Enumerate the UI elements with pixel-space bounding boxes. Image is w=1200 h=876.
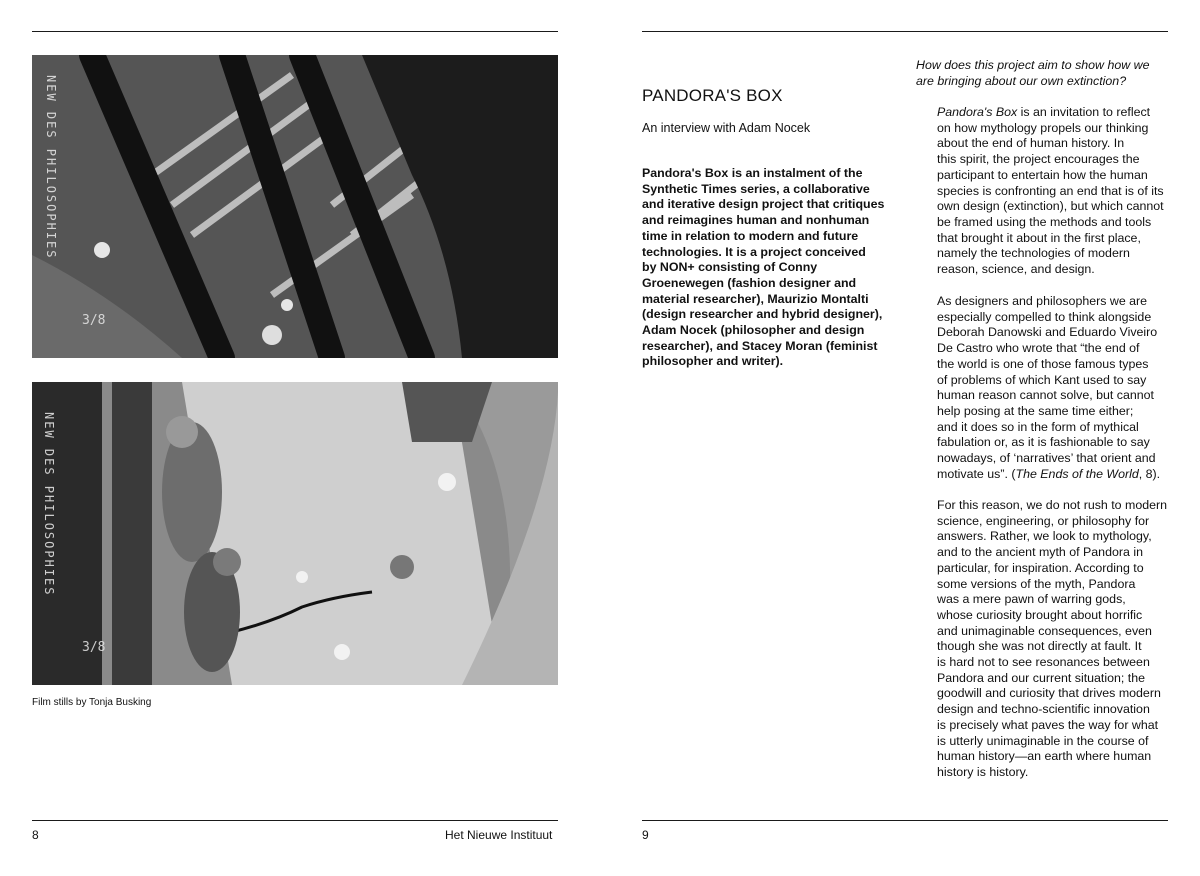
intro-line: technologies. It is a project conceived — [642, 244, 866, 259]
body-line: help posing at the same time either; — [937, 403, 1134, 418]
body-line — [937, 467, 1177, 483]
body-line: De Castro who wrote that “the end of — [937, 341, 1140, 356]
body-line: was a mere pawn of warring gods, — [937, 592, 1126, 607]
answer-paragraph-3 — [937, 498, 1177, 781]
intro-line: Groenewegen (fashion designer and — [642, 275, 857, 290]
intro-line: material researcher), Maurizio Montalti — [642, 291, 869, 306]
body-line: answers. Rather, we look to mythology, — [937, 529, 1152, 544]
overlay-vertical-text-top: NEW DES PHILOSOPHIES — [44, 75, 58, 260]
citation-lead: motivate us”. ( — [937, 466, 1016, 481]
intro-line: researcher), and Stacey Moran (feminist — [642, 338, 878, 353]
intro-line: by NON+ consisting of Conny — [642, 260, 818, 275]
body-line: Pandora and our current situation; the — [937, 670, 1146, 685]
body-line: history is history. — [937, 764, 1029, 779]
body-line: is precisely what paves the way for what — [937, 717, 1159, 732]
body-line: is utterly unimaginable in the course of — [937, 733, 1149, 748]
body-line: design and techno-scientific innovation — [937, 702, 1150, 717]
body-line: some versions of the myth, Pandora — [937, 576, 1136, 591]
page-number-left: 8 — [32, 828, 39, 842]
body-line: though she was not directly at fault. It — [937, 639, 1142, 654]
film-still-top — [32, 55, 558, 358]
intro-line: time in relation to modern and future — [642, 228, 859, 243]
bottom-rule-left — [32, 820, 558, 821]
paragraph-1-first-line — [937, 105, 1177, 121]
article-subtitle: An interview with Adam Nocek — [642, 121, 811, 135]
body-line: For this reason, we do not rush to modern — [937, 498, 1168, 512]
body-line: on how mythology propels our thinking — [937, 120, 1149, 135]
body-line: fabulation or, as it is fashionable to say — [937, 435, 1150, 450]
body-line: As designers and philosophers we are — [937, 294, 1148, 308]
intro-paragraph — [642, 166, 894, 370]
body-line: is hard not to see resonances between — [937, 655, 1150, 670]
intro-line: and reimagines human and nonhuman — [642, 213, 870, 228]
intro-line: Pandora's Box is an instalment of the — [642, 166, 863, 180]
body-line: own design (extinction), but which cannot — [937, 199, 1164, 214]
intro-line: Synthetic Times series, a collaborative — [642, 181, 870, 196]
intro-line: (design researcher and hybrid designer), — [642, 307, 883, 322]
body-line: species is confronting an end that is of its — [937, 183, 1164, 198]
answer-paragraph-1 — [937, 105, 1177, 278]
body-line: whose curiosity brought about horrific — [937, 607, 1143, 622]
body-line: especially compelled to think alongside — [937, 309, 1152, 324]
body-line: namely the technologies of modern — [937, 246, 1130, 261]
overlay-fraction-bottom: 3/8 — [82, 640, 106, 655]
interview-question — [916, 58, 1176, 89]
body-line: and it does so in the form of mythical — [937, 419, 1139, 434]
top-rule-left — [32, 31, 558, 32]
publisher-name: Het Nieuwe Instituut — [445, 828, 553, 842]
bottom-rule-right — [642, 820, 1168, 821]
body-line: Deborah Danowski and Eduardo Viveiro — [937, 325, 1158, 340]
body-line: participant to entertain how the human — [937, 167, 1148, 182]
body-line: reason, science, and design. — [937, 262, 1095, 277]
top-rule-right — [642, 31, 1168, 32]
body-line: particular, for inspiration. According to — [937, 560, 1144, 575]
pandoras-box-italic: Pandora's Box — [937, 105, 1018, 119]
book-title-italic: The Ends of the World — [1015, 466, 1139, 481]
film-still-top-image — [32, 55, 558, 358]
body-line: and to the ancient myth of Pandora in — [937, 545, 1143, 560]
film-still-bottom-image — [32, 382, 558, 685]
body-line: science, engineering, or philosophy for — [937, 513, 1150, 528]
body-line: be framed using the methods and tools — [937, 214, 1152, 229]
citation-page: , 8). — [1138, 466, 1161, 481]
body-line: the world is one of those famous types — [937, 356, 1149, 371]
question-line: are bringing about our own extinction? — [916, 73, 1127, 88]
intro-line: Adam Nocek (philosopher and design — [642, 323, 865, 338]
paragraph-1-first-line-rest: is an invitation to reflect — [1017, 105, 1151, 119]
page-number-right: 9 — [642, 828, 649, 842]
image-caption: Film stills by Tonja Busking — [32, 697, 152, 708]
body-line: human reason cannot solve, but cannot — [937, 388, 1154, 403]
body-line: goodwill and curiosity that drives modern — [937, 686, 1161, 701]
answer-paragraph-2 — [937, 294, 1177, 482]
body-line: about the end of human history. In — [937, 136, 1125, 151]
body-line: this spirit, the project encourages the — [937, 152, 1140, 167]
body-line: of problems of which Kant used to say — [937, 372, 1147, 387]
film-still-bottom — [32, 382, 558, 685]
intro-line: and iterative design project that critiques — [642, 197, 885, 212]
body-line: that brought it about in the first place, — [937, 230, 1141, 245]
body-line: human history—an earth where human — [937, 749, 1152, 764]
overlay-fraction-top: 3/8 — [82, 313, 106, 328]
overlay-vertical-text-bottom: NEW DES PHILOSOPHIES — [42, 412, 56, 597]
body-line: and unimaginable consequences, even — [937, 623, 1152, 638]
article-title: PANDORA'S BOX — [642, 86, 783, 105]
intro-line: philosopher and writer). — [642, 354, 784, 369]
body-line: nowadays, of ‘narratives’ that orient and — [937, 451, 1156, 466]
question-line: How does this project aim to show how we — [916, 58, 1150, 72]
